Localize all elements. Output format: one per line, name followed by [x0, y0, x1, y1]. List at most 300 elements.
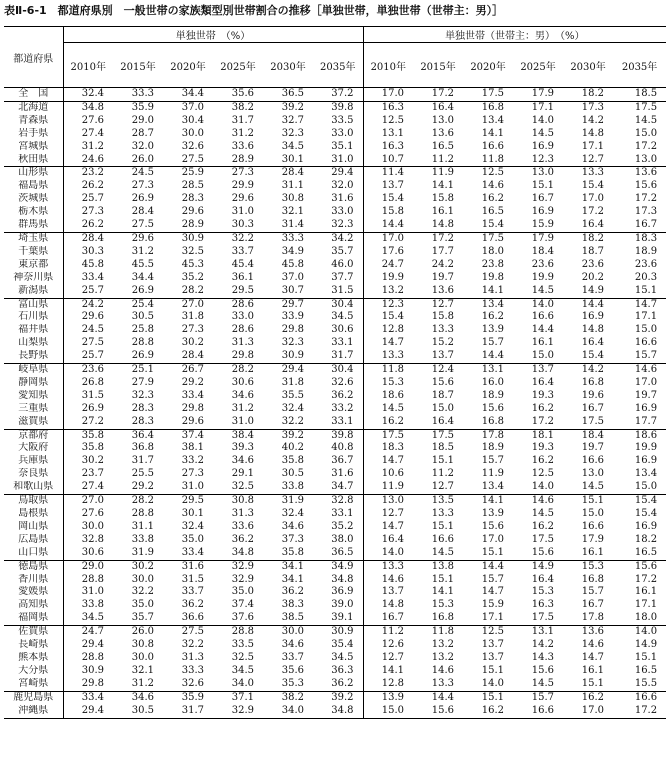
value-cell: 24.2: [63, 298, 113, 311]
value-cell: 11.8: [481, 153, 505, 165]
value-cell: 25.9: [163, 167, 213, 180]
value-cell: 31.2: [131, 677, 154, 689]
value-cell: 32.9: [213, 560, 263, 573]
value-cell: 13.3: [431, 508, 455, 519]
table-row: [4, 481, 666, 494]
value-cell: 10.7: [381, 153, 405, 165]
value-cell: 20.2: [581, 271, 605, 283]
value-cell: 37.4: [231, 599, 254, 611]
value-cell: 29.8: [181, 402, 204, 414]
value-cell: 35.9: [163, 691, 213, 704]
value-cell: 17.2: [634, 573, 658, 585]
value-cell: 30.0: [263, 626, 313, 639]
value-cell: 18.9: [634, 245, 658, 257]
value-cell: 45.8: [81, 258, 104, 270]
value-cell: 15.6: [481, 402, 505, 414]
value-cell: 15.1: [463, 691, 513, 704]
value-cell: 31.5: [181, 573, 204, 585]
value-cell: 35.8: [281, 546, 304, 558]
value-cell: 16.8: [581, 573, 605, 585]
value-cell: 17.5: [481, 88, 505, 99]
value-cell: 18.1: [513, 429, 563, 442]
value-cell: 18.0: [634, 612, 658, 624]
prefecture-name: 鹿児島県: [4, 691, 63, 704]
value-cell: 18.3: [613, 232, 666, 245]
value-cell: 28.6: [231, 324, 254, 336]
value-cell: 31.2: [231, 402, 254, 414]
prefecture-name: 秋田県: [4, 154, 63, 167]
value-cell: 14.0: [613, 626, 666, 639]
value-cell: 39.2: [263, 429, 313, 442]
value-cell: 37.4: [163, 429, 213, 442]
value-cell: 35.5: [281, 389, 304, 401]
value-cell: 31.2: [81, 140, 104, 152]
value-cell: 13.3: [363, 560, 413, 573]
value-cell: 12.7: [381, 651, 405, 663]
value-cell: 14.6: [381, 573, 405, 585]
table-row: [4, 128, 666, 141]
value-cell: 28.7: [131, 127, 154, 139]
value-cell: 36.1: [231, 271, 254, 283]
value-cell: 16.3: [531, 599, 555, 611]
year-header: 2015年: [420, 61, 456, 73]
value-cell: 13.1: [463, 364, 513, 377]
value-cell: 16.2: [531, 520, 555, 532]
prefecture-name: 新潟県: [4, 285, 63, 298]
value-cell: 14.5: [581, 481, 605, 493]
value-cell: 16.7: [381, 612, 405, 624]
table-row: [4, 599, 666, 612]
prefecture-name: 宮崎県: [4, 678, 63, 691]
value-cell: 23.7: [81, 468, 104, 480]
value-cell: 14.1: [481, 127, 505, 139]
value-cell: 34.7: [313, 481, 363, 494]
value-cell: 18.9: [481, 389, 505, 401]
value-cell: 30.6: [231, 376, 254, 388]
value-cell: 14.8: [581, 324, 605, 336]
prefecture-name: 福島県: [4, 180, 63, 193]
value-cell: 15.8: [381, 206, 405, 218]
value-cell: 17.1: [513, 101, 563, 114]
value-cell: 12.3: [531, 153, 555, 165]
group-header-single: 単独世帯 （%）: [63, 27, 363, 43]
value-cell: 13.3: [431, 677, 455, 689]
value-cell: 32.5: [231, 481, 254, 493]
value-cell: 38.3: [281, 599, 304, 611]
value-cell: 12.7: [431, 481, 455, 493]
value-cell: 31.6: [163, 560, 213, 573]
value-cell: 33.4: [181, 546, 204, 558]
year-header: 2015年: [120, 61, 156, 73]
value-cell: 31.9: [263, 495, 313, 508]
table-row: [4, 665, 666, 678]
value-cell: 16.4: [413, 101, 463, 114]
value-cell: 16.2: [531, 402, 555, 414]
value-cell: 29.8: [81, 677, 104, 689]
value-cell: 34.0: [281, 704, 304, 716]
value-cell: 38.5: [281, 612, 304, 624]
prefecture-name: 富山県: [4, 298, 63, 311]
value-cell: 13.6: [431, 127, 455, 139]
value-cell: 13.4: [463, 298, 513, 311]
prefecture-name: 愛媛県: [4, 586, 63, 599]
value-cell: 17.2: [634, 140, 658, 152]
value-cell: 30.6: [313, 324, 363, 337]
value-cell: 29.5: [231, 284, 254, 296]
value-cell: 38.4: [213, 429, 263, 442]
value-cell: 32.3: [313, 219, 363, 232]
value-cell: 32.6: [181, 140, 204, 152]
value-cell: 33.4: [181, 389, 204, 401]
value-cell: 24.2: [431, 258, 455, 270]
year-header: 2035年: [313, 43, 363, 88]
table-row: [4, 311, 666, 324]
table-row: [4, 206, 666, 219]
value-cell: 10.6: [381, 468, 405, 480]
value-cell: 16.6: [531, 311, 555, 323]
value-cell: 17.2: [634, 704, 658, 716]
value-cell: 34.5: [281, 140, 304, 152]
value-cell: 16.8: [463, 101, 513, 114]
value-cell: 15.3: [563, 560, 613, 573]
value-cell: 29.8: [231, 350, 254, 362]
table-row: [4, 115, 666, 128]
value-cell: 15.0: [634, 127, 658, 139]
value-cell: 27.4: [81, 127, 104, 139]
value-cell: 13.4: [481, 114, 505, 126]
value-cell: 30.8: [131, 639, 154, 651]
value-cell: 33.7: [231, 245, 254, 257]
value-cell: 15.8: [431, 311, 455, 323]
prefecture-name: 埼玉県: [4, 232, 63, 245]
value-cell: 19.7: [581, 442, 605, 454]
value-cell: 19.3: [531, 442, 555, 454]
value-cell: 13.1: [513, 626, 563, 639]
value-cell: 35.6: [231, 88, 254, 99]
value-cell: 14.6: [613, 364, 666, 377]
value-cell: 13.0: [513, 167, 563, 180]
value-cell: 36.4: [113, 429, 163, 442]
value-cell: 26.9: [131, 193, 154, 205]
value-cell: 14.8: [431, 219, 455, 231]
value-cell: 18.7: [431, 389, 455, 401]
value-cell: 31.3: [231, 508, 254, 519]
value-cell: 15.4: [481, 219, 505, 231]
value-cell: 29.0: [131, 114, 154, 126]
value-cell: 17.2: [413, 232, 463, 245]
value-cell: 33.1: [313, 508, 363, 521]
value-cell: 16.6: [613, 691, 666, 704]
value-cell: 19.7: [431, 271, 455, 283]
value-cell: 27.3: [181, 468, 204, 480]
value-cell: 17.0: [381, 88, 405, 99]
value-cell: 35.8: [281, 455, 304, 467]
value-cell: 27.5: [131, 219, 154, 231]
value-cell: 27.0: [163, 298, 213, 311]
value-cell: 11.8: [363, 364, 413, 377]
value-cell: 11.2: [431, 468, 455, 480]
table-row: [4, 547, 666, 560]
value-cell: 15.2: [431, 337, 455, 349]
value-cell: 32.3: [131, 389, 154, 401]
table-row: [4, 586, 666, 599]
value-cell: 14.4: [563, 298, 613, 311]
value-cell: 40.2: [281, 442, 304, 454]
value-cell: 11.4: [363, 167, 413, 180]
value-cell: 16.9: [581, 311, 605, 323]
value-cell: 34.8: [63, 101, 113, 114]
prefecture-name: 栃木県: [4, 206, 63, 219]
value-cell: 15.3: [531, 586, 555, 598]
value-cell: 28.8: [131, 337, 154, 349]
value-cell: 15.0: [581, 508, 605, 519]
value-cell: 13.9: [481, 508, 505, 519]
value-cell: 28.3: [131, 402, 154, 414]
value-cell: 28.8: [131, 508, 154, 519]
value-cell: 14.0: [531, 481, 555, 493]
value-cell: 36.7: [313, 455, 363, 468]
value-cell: 14.2: [531, 639, 555, 651]
value-cell: 14.9: [513, 560, 563, 573]
value-cell: 36.5: [313, 547, 363, 560]
value-cell: 16.4: [581, 219, 605, 231]
value-cell: 27.3: [131, 180, 154, 192]
value-cell: 13.0: [363, 495, 413, 508]
value-cell: 15.4: [381, 193, 405, 205]
value-cell: 30.6: [81, 546, 104, 558]
value-cell: 30.2: [81, 455, 104, 467]
value-cell: 13.9: [363, 691, 413, 704]
value-cell: 17.6: [381, 245, 405, 257]
value-cell: 18.6: [381, 389, 405, 401]
value-cell: 36.6: [181, 612, 204, 624]
value-cell: 30.8: [213, 495, 263, 508]
prefecture-name: 沖縄県: [4, 705, 63, 718]
value-cell: 15.8: [431, 193, 455, 205]
prefecture-name: 高知県: [4, 599, 63, 612]
value-cell: 33.3: [131, 88, 154, 99]
value-cell: 13.7: [481, 651, 505, 663]
value-cell: 36.2: [231, 533, 254, 545]
value-cell: 31.1: [131, 520, 154, 532]
value-cell: 16.9: [531, 140, 555, 152]
value-cell: 15.6: [481, 520, 505, 532]
value-cell: 34.5: [231, 664, 254, 676]
value-cell: 15.6: [613, 560, 666, 573]
value-cell: 14.1: [431, 586, 455, 598]
table-row: [4, 574, 666, 587]
prefecture-name: 島根県: [4, 508, 63, 521]
value-cell: 18.0: [481, 245, 505, 257]
value-cell: 13.7: [481, 639, 505, 651]
value-cell: 28.3: [181, 193, 204, 205]
table-row: [4, 193, 666, 206]
value-cell: 34.9: [281, 245, 304, 257]
value-cell: 14.2: [563, 364, 613, 377]
prefecture-name: 香川県: [4, 574, 63, 587]
value-cell: 33.3: [263, 232, 313, 245]
table-row: [4, 442, 666, 455]
value-cell: 36.5: [281, 88, 304, 99]
value-cell: 19.7: [634, 389, 658, 401]
table-row: [4, 678, 666, 691]
value-cell: 14.3: [531, 651, 555, 663]
table-row: [4, 560, 666, 573]
value-cell: 16.6: [431, 533, 455, 545]
prefecture-name: 愛知県: [4, 390, 63, 403]
value-cell: 23.6: [581, 258, 605, 270]
value-cell: 16.7: [634, 219, 658, 231]
value-cell: 35.3: [281, 677, 304, 689]
value-cell: 12.5: [463, 626, 513, 639]
value-cell: 17.0: [363, 232, 413, 245]
value-cell: 31.9: [131, 546, 154, 558]
value-cell: 16.4: [531, 376, 555, 388]
value-cell: 32.9: [231, 704, 254, 716]
value-cell: 14.7: [381, 520, 405, 532]
value-cell: 35.7: [313, 246, 363, 259]
value-cell: 14.0: [513, 298, 563, 311]
value-cell: 34.1: [281, 573, 304, 585]
value-cell: 30.0: [131, 651, 154, 663]
table-row: [4, 416, 666, 429]
value-cell: 15.1: [531, 180, 555, 192]
value-cell: 31.0: [231, 415, 254, 427]
value-cell: 30.4: [181, 114, 204, 126]
value-cell: 31.8: [181, 311, 204, 323]
value-cell: 17.1: [634, 311, 658, 323]
value-cell: 15.4: [381, 311, 405, 323]
value-cell: 34.6: [281, 639, 304, 651]
year-header: 2010年: [370, 61, 407, 73]
year-header: 2020年: [170, 61, 206, 73]
value-cell: 17.8: [463, 429, 513, 442]
value-cell: 35.0: [181, 533, 204, 545]
prefecture-name: 鳥取県: [4, 495, 63, 508]
value-cell: 32.3: [281, 337, 304, 349]
value-cell: 27.6: [81, 508, 104, 519]
value-cell: 35.2: [181, 271, 204, 283]
value-cell: 26.0: [131, 153, 154, 165]
value-cell: 30.9: [313, 626, 363, 639]
value-cell: 26.9: [131, 350, 154, 362]
value-cell: 15.1: [431, 520, 455, 532]
value-cell: 15.0: [381, 704, 405, 716]
value-cell: 34.1: [263, 560, 313, 573]
value-cell: 31.7: [181, 704, 204, 716]
value-cell: 26.9: [81, 402, 104, 414]
value-cell: 12.4: [413, 364, 463, 377]
value-cell: 17.5: [413, 429, 463, 442]
value-cell: 29.6: [81, 311, 104, 323]
value-cell: 35.1: [313, 141, 363, 154]
value-cell: 34.5: [313, 652, 363, 665]
value-cell: 13.3: [563, 167, 613, 180]
prefecture-name: 岡山県: [4, 521, 63, 534]
value-cell: 26.7: [163, 364, 213, 377]
value-cell: 38.1: [181, 442, 204, 454]
value-cell: 30.7: [281, 284, 304, 296]
value-cell: 15.7: [481, 337, 505, 349]
value-cell: 29.4: [81, 704, 104, 716]
table-row: [4, 324, 666, 337]
value-cell: 14.8: [581, 127, 605, 139]
value-cell: 18.7: [581, 245, 605, 257]
value-cell: 28.2: [213, 364, 263, 377]
prefecture-name: 石川県: [4, 311, 63, 324]
value-cell: 15.4: [581, 180, 605, 192]
table-row: [4, 468, 666, 481]
value-cell: 16.2: [531, 455, 555, 467]
prefecture-name: 広島県: [4, 534, 63, 547]
value-cell: 29.6: [113, 232, 163, 245]
value-cell: 18.6: [613, 429, 666, 442]
value-cell: 33.8: [281, 481, 304, 493]
table-row: [4, 298, 666, 311]
value-cell: 45.4: [231, 258, 254, 270]
value-cell: 35.8: [81, 442, 104, 454]
table-row: [4, 232, 666, 245]
value-cell: 34.0: [231, 677, 254, 689]
value-cell: 37.2: [313, 88, 363, 102]
value-cell: 16.6: [581, 520, 605, 532]
prefecture-name: 千葉県: [4, 246, 63, 259]
value-cell: 36.2: [313, 678, 363, 691]
value-cell: 14.1: [381, 664, 405, 676]
table-row: [4, 691, 666, 704]
value-cell: 26.8: [81, 376, 104, 388]
value-cell: 27.3: [213, 167, 263, 180]
value-cell: 19.9: [531, 271, 555, 283]
value-cell: 16.7: [581, 599, 605, 611]
value-cell: 14.5: [531, 677, 555, 689]
value-cell: 25.7: [81, 193, 104, 205]
value-cell: 34.4: [131, 271, 154, 283]
value-cell: 28.8: [81, 651, 104, 663]
value-cell: 13.7: [431, 350, 455, 362]
value-cell: 32.4: [281, 508, 304, 519]
value-cell: 30.0: [181, 127, 204, 139]
value-cell: 17.1: [634, 599, 658, 611]
value-cell: 39.2: [263, 101, 313, 114]
value-cell: 37.1: [213, 691, 263, 704]
value-cell: 17.5: [463, 232, 513, 245]
value-cell: 30.8: [281, 193, 304, 205]
value-cell: 30.3: [81, 245, 104, 257]
value-cell: 31.3: [231, 337, 254, 349]
value-cell: 14.7: [613, 298, 666, 311]
value-cell: 14.7: [481, 586, 505, 598]
prefecture-name: 青森県: [4, 115, 63, 128]
table-row: [4, 455, 666, 468]
value-cell: 13.7: [381, 180, 405, 192]
table-row: [4, 508, 666, 521]
value-cell: 13.6: [431, 284, 455, 296]
value-cell: 13.2: [431, 639, 455, 651]
value-cell: 16.8: [431, 612, 455, 624]
value-cell: 13.6: [613, 167, 666, 180]
value-cell: 14.9: [634, 639, 658, 651]
value-cell: 15.3: [381, 376, 405, 388]
value-cell: 16.9: [634, 455, 658, 467]
value-cell: 37.3: [281, 533, 304, 545]
value-cell: 27.2: [81, 415, 104, 427]
value-cell: 19.6: [581, 389, 605, 401]
value-cell: 36.2: [281, 586, 304, 598]
value-cell: 39.1: [313, 612, 363, 625]
table-row: [4, 626, 666, 639]
value-cell: 14.7: [381, 455, 405, 467]
